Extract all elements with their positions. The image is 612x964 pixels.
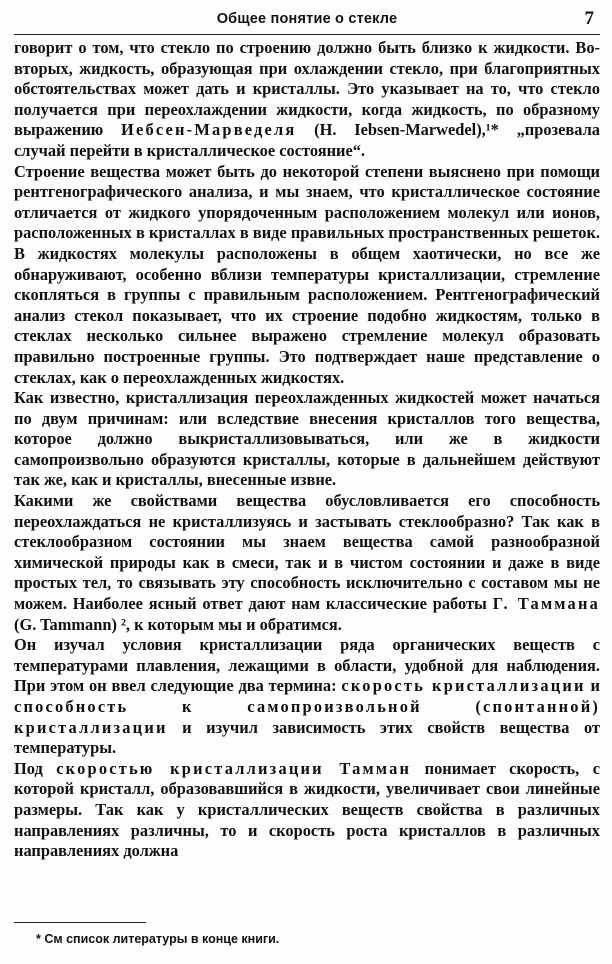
paragraph-6 — [14, 759, 600, 862]
paragraph-2: Строение вещества может быть до некоторой степени выяснено при помощи рентгенографического анализа, и мы знаем, что кристаллическое состояние отличается от жидкого упорядоченным расположением молекул или ионов, расположенных в кристаллах в виде правильных пространственных решеток. В жидкостях молекулы расположены в общем хаотически, но все же обнаруживают, особенно вблизи температуры кристаллизации, стремление скопляться в группы с правильным расположением. Рентгенографический анализ стекол показывает, что их строение подобно жидкостям, только в стеклах несколько сильнее выражено стремление молекул образовать правильно построенные группы. Это подтверждает наше представление о стеклах, как о переохлажденных жидкостях. — [14, 161, 600, 387]
paragraph-6-rest: понимает скорость, с которой кристалл, образовавшийся в жидкости, увеличивает свои линейные размеры. Так как у кристаллических веществ свойства в различных направлениях различны, то и скорость роста кристаллов в различных направлениях должна — [14, 758, 600, 861]
paragraph-5-start: Он изучал условия кристаллизации ряда органических веществ с температурами плавления, лежащими в области, удобной для наблюдения. При этом он ввел следующие два термина: — [14, 635, 600, 696]
running-header-title: Общее понятие о стекле — [216, 11, 398, 27]
paragraph-1-text: говорит о том, что стекло по строению должно быть близко к жидкости. Во-вторых, жидкость, образующая при охлаждении стекло, при благоприятных обстоятельствах может дать и кристаллы. Это указывает на то, что стекло получается при переохлаждении жидкости, когда жидкость, по образному выражению — [14, 38, 600, 140]
author-name-iebsen: Иебсен-Марведеля — [121, 120, 297, 140]
page-number: 7 — [584, 8, 594, 29]
paragraph-4-end: (G. Tammann) ², к которым мы и обратимся. — [14, 614, 342, 634]
paragraph-3: Как известно, кристаллизация переохлажденных жидкостей может начаться по двум причинам: или вследствие внесения кристаллов того вещества, которое должно выкристаллизовываться, или же в жидкости самопроизвольно образуются кристаллы, которые в дальнейшем действуют так же, как и кристаллы, внесенные извне. — [14, 388, 600, 490]
term-crystallization-rate-tammann: скоростью кристаллизации Тамман — [56, 758, 412, 778]
paragraph-5-end: и изучил зависимость этих свойств вещества от температуры. — [14, 717, 600, 758]
paragraph-4-text: Какими же свойствами вещества обусловливается его способность переохлаждаться не кристаллизуясь и застывать стеклообразно? Так как в стеклообразном состоянии мы знаем вещества самой разнообразной химической природы как в смеси, так и в чистом состоянии и даже в виде простых тел, то связывать эту способность исключительно с составом мы не можем. Наиболее ясный ответ дают нам классические работы — [14, 491, 600, 614]
paragraph-5-mid: и — [590, 676, 600, 696]
paragraph-4 — [14, 491, 600, 635]
running-header — [14, 4, 600, 35]
author-name-tammann: Г. Таммана — [492, 594, 600, 614]
term-crystallization-rate: скорость кристаллизации — [341, 676, 586, 696]
term-spontaneous-crystallization: способность к самопроизвольной (спонтанной) кристаллизации — [14, 697, 600, 737]
footnote-divider — [14, 922, 146, 923]
body-text — [14, 38, 600, 862]
footnote: * См список литературы в конце книги. — [36, 932, 280, 946]
paragraph-1-end: (H. Iebsen-Marwedel),¹* „прозевала случай перейти в кристаллическое состояние“. — [14, 120, 600, 160]
paragraph-1 — [14, 38, 600, 162]
paragraph-5 — [14, 635, 600, 759]
paragraph-6-lead: Под — [14, 758, 43, 778]
